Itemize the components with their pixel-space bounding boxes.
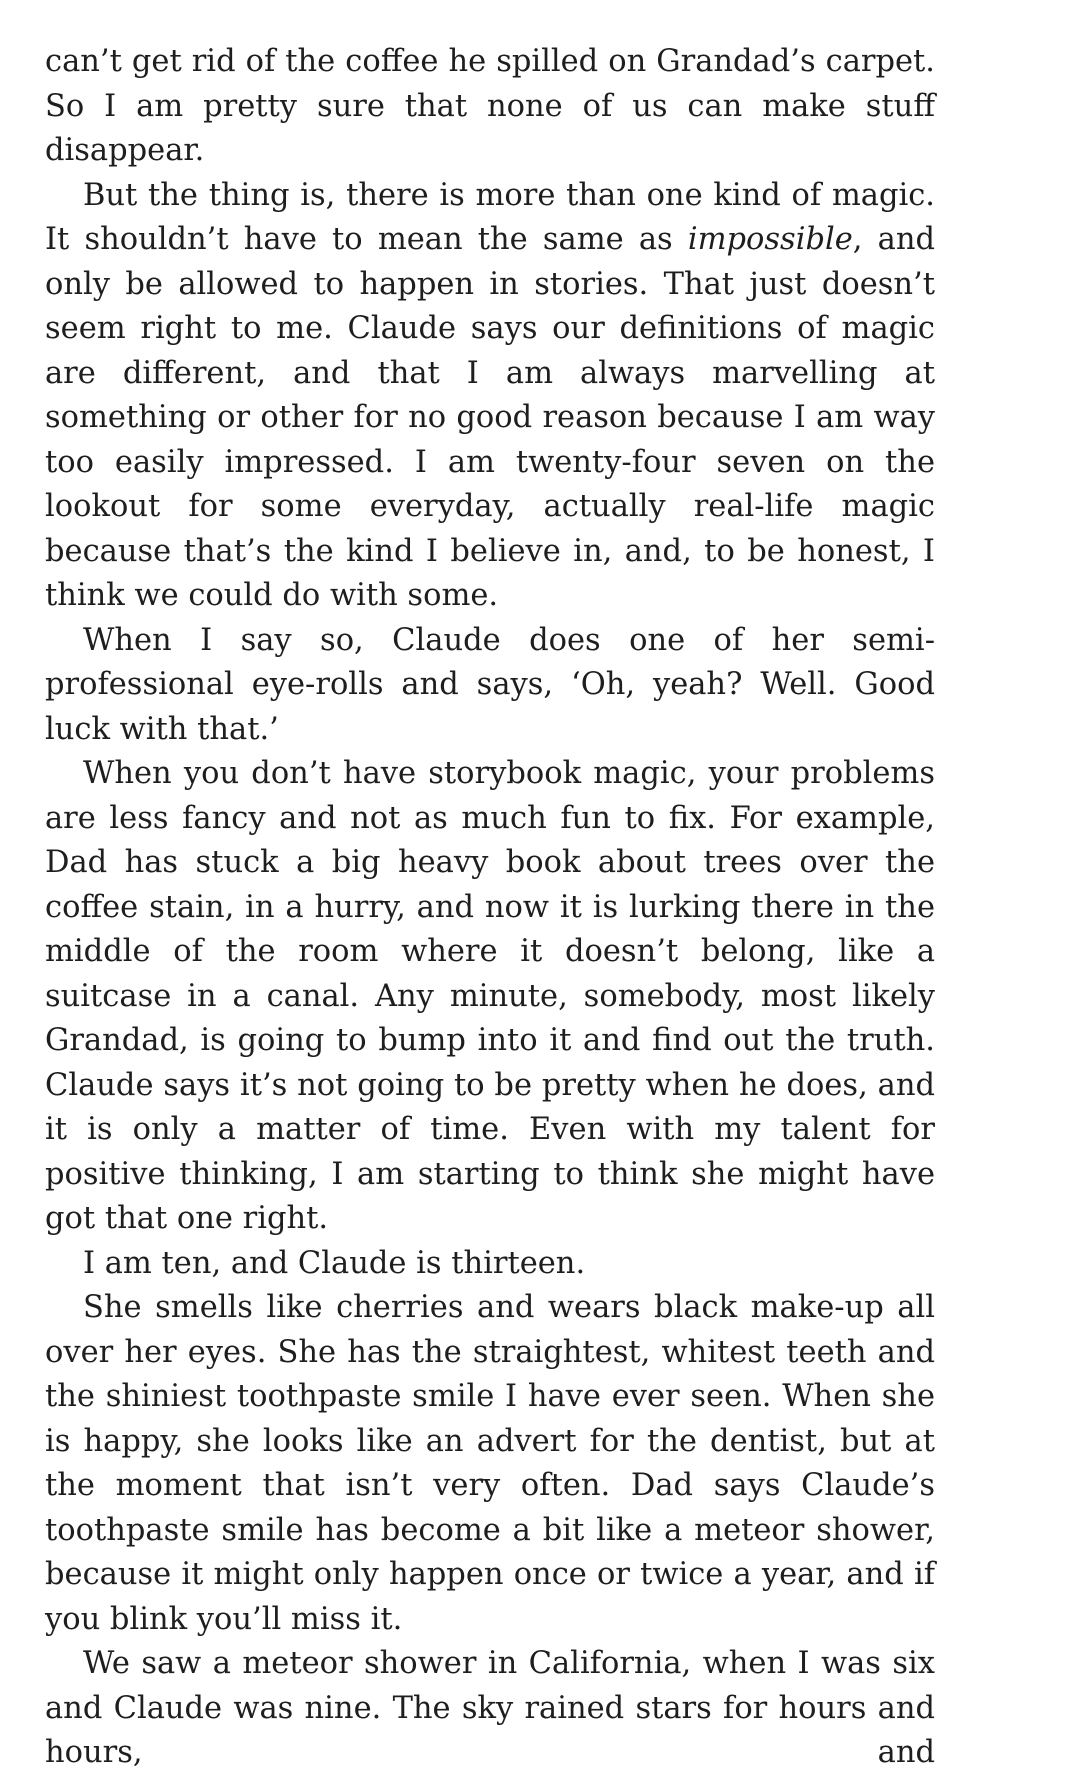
book-page <box>45 40 935 1776</box>
paragraph-claude-description: She smells like cherries and wears black make-up all over her eyes. She has the straightest, whitest teeth and the shiniest toothpaste smile I have ever seen. When she is happy, she looks like an advert for the dentist, but at the moment that isn’t very often. Dad says Claude’s toothpaste smile has become a bit like a meteor shower, because it might only happen once or twice a year, and if you blink you’ll miss it. <box>45 1290 935 1637</box>
paragraph-storybook-magic: When you don’t have storybook magic, your problems are less fancy and not as much fun to fix. For example, Dad has stuck a big heavy book about trees over the coffee stain, in a hurry, and now it is lurking there in the middle of the room where it doesn’t belong, like a suitcase in a canal. Any minute, somebody, most likely Grandad, is going to bump into it and find out the truth. Claude says it’s not going to be pretty when he does, and it is only a matter of time. Even with my talent for positive thinking, I am starting to think she might have got that one right. <box>45 756 935 1236</box>
paragraph-eye-rolls: When I say so, Claude does one of her semi-professional eye-rolls and says, ‘Oh, yeah? Well. Good luck with that.’ <box>45 622 935 747</box>
paragraph-magic-kinds <box>45 174 935 619</box>
paragraph-text: But the thing is, there is more than one kind of magic. It shouldn’t have to mean the same as <box>45 177 935 257</box>
emphasis-text: impossible <box>687 222 853 257</box>
paragraph-continuation: can’t get rid of the coffee he spilled on Grandad’s carpet. So I am pretty sure that none of us can make stuff disappear. <box>45 44 935 168</box>
paragraph-ages: I am ten, and Claude is thirteen. <box>83 1245 586 1281</box>
paragraph-text: , and only be allowed to happen in stories. That just doesn’t seem right to me. Claude says our definitions of magic are different, and that I am always marvelling at something or other for no good reason because I am way too easily impressed. I am twenty-four seven on the lookout for some everyday, actually real-life magic because that’s the kind I believe in, and, to be honest, I think we could do with some. <box>45 222 935 613</box>
paragraph-meteor-shower: We saw a meteor shower in California, when I was six and Claude was nine. The sky rained stars for hours and hours, and <box>45 1646 935 1770</box>
